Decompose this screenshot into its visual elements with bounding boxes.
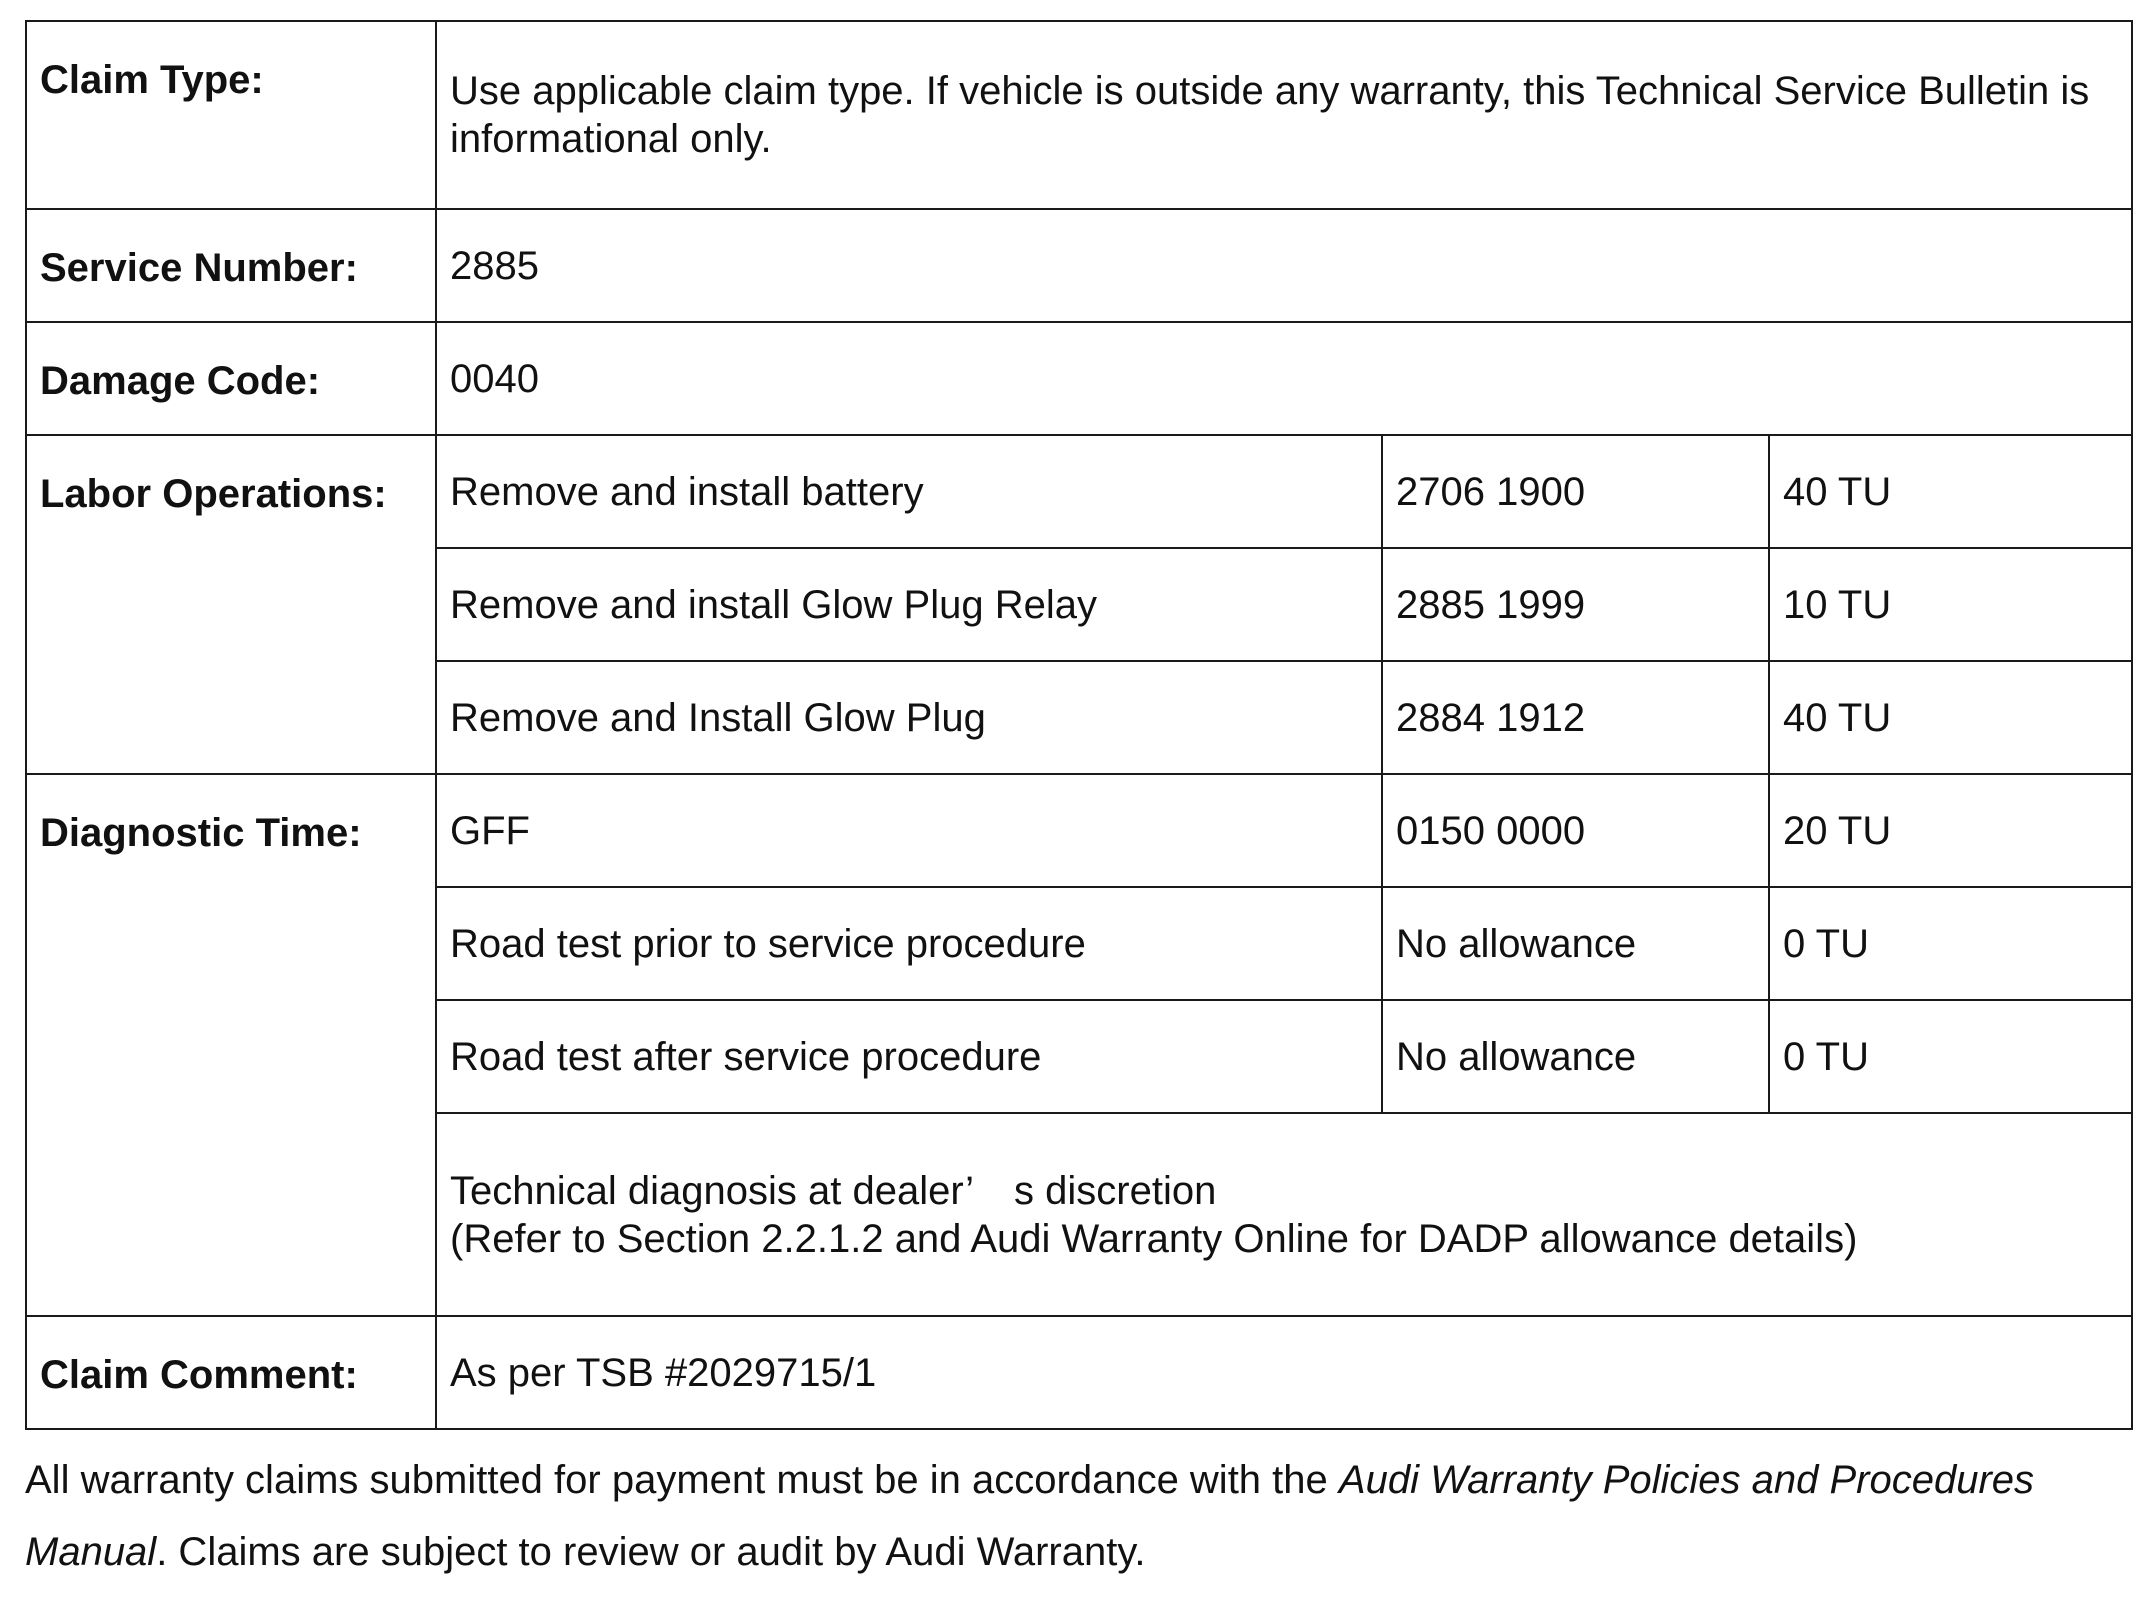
labor-operation-description: Remove and install Glow Plug Relay bbox=[436, 548, 1382, 661]
diagnostic-code: 0150 0000 bbox=[1382, 774, 1769, 887]
diagnostic-code: No allowance bbox=[1382, 1000, 1769, 1113]
diagnostic-description: Road test after service procedure bbox=[436, 1000, 1382, 1113]
claim-info-table bbox=[25, 20, 2133, 1430]
warranty-footer-note bbox=[25, 1444, 2125, 1588]
diagnostic-description: GFF bbox=[436, 774, 1382, 887]
claim-comment-value: As per TSB #2029715/1 bbox=[436, 1316, 2132, 1429]
damage-code-value: 0040 bbox=[436, 322, 2132, 435]
claim-comment-row bbox=[26, 1316, 2132, 1429]
diagnostic-time: 20 TU bbox=[1769, 774, 2132, 887]
labor-operations-label: Labor Operations: bbox=[26, 435, 436, 774]
diagnostic-time: 0 TU bbox=[1769, 1000, 2132, 1113]
labor-operation-row bbox=[26, 435, 2132, 548]
diagnostic-note-line: Technical diagnosis at dealer’ s discretion bbox=[450, 1168, 1217, 1213]
labor-operation-time: 40 TU bbox=[1769, 435, 2132, 548]
labor-operation-code: 2706 1900 bbox=[1382, 435, 1769, 548]
labor-operation-description: Remove and Install Glow Plug bbox=[436, 661, 1382, 774]
claim-type-label: Claim Type: bbox=[26, 21, 436, 209]
service-number-row bbox=[26, 209, 2132, 322]
diagnostic-code: No allowance bbox=[1382, 887, 1769, 1000]
labor-operation-description: Remove and install battery bbox=[436, 435, 1382, 548]
claim-type-value: Use applicable claim type. If vehicle is outside any warranty, this Technical Service Bulletin is informational only. bbox=[436, 21, 2132, 209]
manual-title: Audi Warranty Policies and Procedures Manual bbox=[25, 1458, 2035, 1574]
diagnostic-note bbox=[436, 1113, 2132, 1316]
claim-comment-label: Claim Comment: bbox=[26, 1316, 436, 1429]
diagnostic-time-row bbox=[26, 774, 2132, 887]
diagnostic-note-reference: (Refer to Section 2.2.1.2 and Audi Warranty Online for DADP allowance details) bbox=[450, 1216, 1858, 1261]
service-number-label: Service Number: bbox=[26, 209, 436, 322]
labor-operation-time: 40 TU bbox=[1769, 661, 2132, 774]
damage-code-row bbox=[26, 322, 2132, 435]
diagnostic-time-label: Diagnostic Time: bbox=[26, 774, 436, 1316]
labor-operation-code: 2885 1999 bbox=[1382, 548, 1769, 661]
diagnostic-description: Road test prior to service procedure bbox=[436, 887, 1382, 1000]
damage-code-label: Damage Code: bbox=[26, 322, 436, 435]
diagnostic-time: 0 TU bbox=[1769, 887, 2132, 1000]
labor-operation-code: 2884 1912 bbox=[1382, 661, 1769, 774]
labor-operation-time: 10 TU bbox=[1769, 548, 2132, 661]
service-number-value: 2885 bbox=[436, 209, 2132, 322]
footer-text-end: . Claims are subject to review or audit by Audi Warranty. bbox=[156, 1530, 1146, 1574]
claim-type-row bbox=[26, 21, 2132, 209]
footer-text-start: All warranty claims submitted for payment must be in accordance with the bbox=[25, 1458, 1339, 1502]
